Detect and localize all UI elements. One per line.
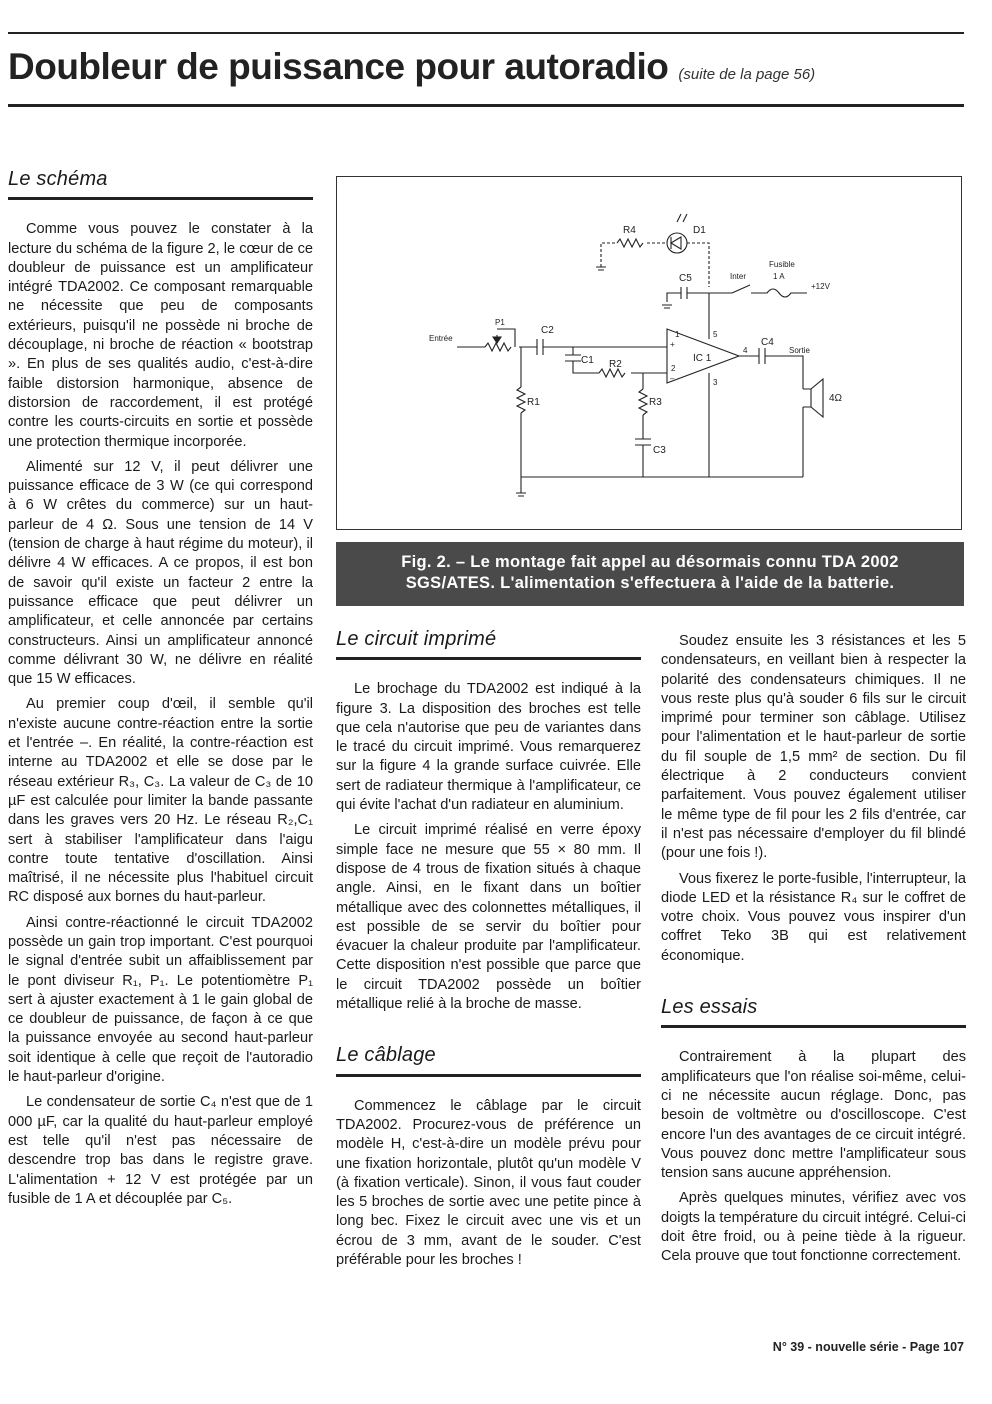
- paragraph: Le brochage du TDA2002 est indiqué à la figure 3. La disposition des broches est telle que cela n'autorise que peu de variantes dans le tracé du circuit imprimé. Vous remarquerez sur la figure 4 la grande surface cuivrée. Elle sert de radiateur thermique à l'amplificateur, ce qui évite l'achat d'un radiateur en aluminium.: [336, 681, 641, 814]
- label-c5: C5: [679, 273, 692, 284]
- paragraph: Le circuit imprimé réalisé en verre époxy simple face ne mesure que 55 × 80 mm. Il dispose de 4 trous de fixation situés à chaque angle. Ainsi, en le fixant dans un boîtier métallique avec des colonnettes métalliques, il est possible de se servir du boîtier pour évacuer la chaleur produite par l'amplificateur. Cette disposition n'est possible que parce que le circuit TDA2002 possède un boîtier métallique relié à la broche de masse.: [336, 822, 641, 1013]
- label-minus: –: [670, 374, 675, 383]
- section-title-circuit-imprime: Le circuit imprimé: [336, 630, 641, 660]
- paragraph: Alimenté sur 12 V, il peut délivrer une puissance efficace de 3 W (ce qui correspond à 6 W crêtes du commerce) sur un haut-parleur de 4 Ω. Sous une tension de 14 V (tension de charge à haut régime du moteur), il délivre 4 W efficaces. A ce propos, il est bon de savoir qu'il existe un facteur 2 entre la puissance efficace que peut délivrer un amplificateur, et celle annoncée par certains constructeurs. Ainsi un amplificateur annoncé comme délivrant 30 W, ne délivre en réalité que 15 W efficaces.: [8, 458, 313, 688]
- label-pin2: 2: [671, 364, 676, 373]
- page-title: [8, 46, 815, 88]
- label-pin3: 3: [713, 378, 718, 387]
- label-fuse-val: 1 A: [773, 272, 785, 281]
- label-p1: P1: [495, 318, 505, 327]
- label-r3: R3: [649, 397, 662, 408]
- label-c3: C3: [653, 445, 666, 456]
- title-main: Doubleur de puissance pour autoradio: [8, 46, 669, 87]
- schematic-diagram: [337, 177, 961, 529]
- paragraph: Après quelques minutes, vérifiez avec vos doigts la température du circuit intégré. Celui-ci doit être froid, ou à peine tiède à la rigueur. Cela prouve que tout fonctionne correctement.: [661, 1190, 966, 1265]
- section-title-essais: Les essais: [661, 998, 966, 1028]
- column-2: [336, 630, 641, 1276]
- page-footer: N° 39 - nouvelle série - Page 107: [772, 1340, 964, 1354]
- label-r4: R4: [623, 225, 636, 236]
- label-fusible: Fusible: [769, 260, 795, 269]
- column-1: [8, 170, 313, 1215]
- paragraph: Le condensateur de sortie C₄ n'est que de 1 000 µF, car la qualité du haut-parleur employé est telle qu'il n'est pas nécessaire de descendre trop bas dans le registre grave. L'alimentation + 12 V est protégée par un fusible de 1 A et découplée par C₅.: [8, 1094, 313, 1207]
- label-plus: +: [670, 340, 675, 349]
- label-ic1: IC 1: [693, 353, 712, 364]
- paragraph: Ainsi contre-réactionné le circuit TDA2002 possède un gain trop important. C'est pourquoi le signal d'entrée subit un affaiblissement par le pont diviseur R₁, P₁. Le potentiomètre P₁ sert à ajuster exactement à 1 le gain global de ce doubleur de puissance, de façon à ce que la puissance envoyée au second haut-parleur soit identique à celle que reçoit de l'autoradio le haut-parleur d'origine.: [8, 914, 313, 1086]
- label-c2: C2: [541, 325, 554, 336]
- paragraph: Soudez ensuite les 3 résistances et les 5 condensateurs, en veillant bien à respecter la polarité des condensateurs chimiques. Il ne vous reste plus qu'à souder 6 fils sur le circuit imprimé pour terminer son câblage. Utilisez pour l'alimentation et le haut-parleur de sortie du fil souple de 1,5 mm² de section. Du fil électrique à 2 conducteurs convient parfaitement. Vous pouvez également utiliser le même type de fil pour les 2 fils d'entrée, car il n'est pas nécessaire d'employer du fil blindé (pour une fois !).: [661, 633, 966, 862]
- label-12v: +12V: [811, 282, 830, 291]
- label-pin1: 1: [675, 330, 680, 339]
- label-pin5: 5: [713, 330, 718, 339]
- title-suite: (suite de la page 56): [678, 66, 816, 83]
- paragraph: Au premier coup d'œil, il semble qu'il n'existe aucune contre-réaction entre la sortie et l'entrée –. En réalité, la contre-réaction est interne au TDA2002 et elle se dose par le réseau extérieur R₃, C₃. La valeur de C₃ de 10 µF est calculée pour limiter la bande passante dans les graves vers 20 Hz. Le réseau R₂,C₁ sert à stabiliser l'amplificateur dans l'aigu contre toute tentative d'oscillation. Ainsi maîtrisé, il ne nécessite plus l'habituel circuit RC disposé aux bornes du haut-parleur.: [8, 696, 313, 906]
- caption-line-2: SGS/ATES. L'alimentation s'effectuera à l'aide de la batterie.: [405, 574, 895, 592]
- label-inter: Inter: [730, 272, 747, 281]
- label-c1: C1: [581, 355, 594, 366]
- paragraph: Contrairement à la plupart des amplificateurs que l'on réalise soi-même, celui-ci ne nécessite aucun réglage. Donc, pas besoin de voltmètre ou d'oscilloscope. C'est encore l'un des avantages de ce circuit intégré. Vous pouvez donc mettre l'amplificateur sous tension sans aucune appréhension.: [661, 1049, 966, 1182]
- label-entree: Entrée: [429, 334, 453, 343]
- schematic-figure: [336, 176, 962, 530]
- label-r1: R1: [527, 397, 540, 408]
- column-3: [661, 632, 966, 1273]
- header-rule-bottom: [8, 104, 964, 107]
- paragraph: Commencez le câblage par le circuit TDA2002. Procurez-vous de préférence un modèle H, c'est-à-dire un modèle prévu pour une fixation horizontale, plutôt qu'un modèle V (à fixation verticale). Sinon, il vous faut couder les 5 broches de sortie avec une petite pince à long bec. Fixez le circuit avec une vis et un écrou de 3 mm, avant de le souder. C'est préférable pour les broches !: [336, 1097, 641, 1269]
- label-pin4: 4: [743, 346, 748, 355]
- label-r2: R2: [609, 359, 622, 370]
- paragraph: Comme vous pouvez le constater à la lecture du schéma de la figure 2, le cœur de ce doubleur de puissance est un amplificateur intégré TDA2002. Ce composant remarquable ne nécessite que peu de composants extérieurs, puisqu'il ne possède ni broche de découplage, ni broche de réaction « bootstrap ». En plus de ses qualités audio, c'est-à-dire faible distorsion harmonique, absence de distorsion de raccordement, il est protégé contre les courts-circuits en sortie et possède une protection thermique incorporée.: [8, 221, 314, 450]
- header-rule-top: [8, 32, 964, 34]
- label-d1: D1: [693, 225, 706, 236]
- label-c4: C4: [761, 337, 774, 348]
- label-sortie: Sortie: [789, 346, 810, 355]
- caption-line-1: Fig. 2. – Le montage fait appel au désormais connu TDA 2002: [401, 553, 899, 571]
- paragraph: Vous fixerez le porte-fusible, l'interrupteur, la diode LED et la résistance R₄ sur le coffret de votre choix. Vous pouvez vous inspirer d'un coffret Teko 3B qui est relativement économique.: [661, 870, 966, 964]
- section-title-schema: Le schéma: [8, 170, 313, 200]
- label-4ohm: 4Ω: [829, 393, 843, 404]
- section-title-cablage: Le câblage: [336, 1046, 641, 1076]
- figure-caption: [336, 542, 964, 606]
